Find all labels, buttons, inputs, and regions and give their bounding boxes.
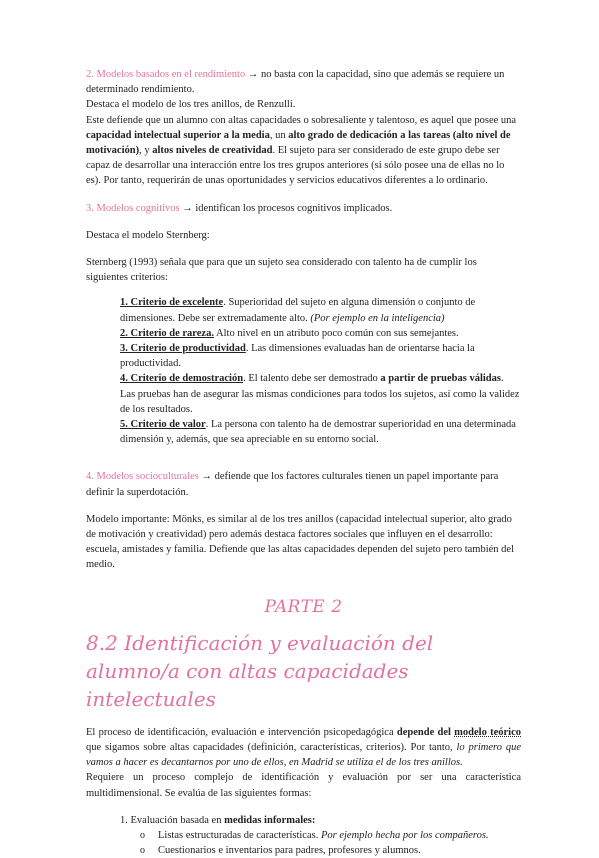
section-2 [86,67,521,97]
renzulli-paragraph [86,113,521,189]
criterion-text: . Las dimensiones evaluadas han de orientarse hacia la productividad. [120,343,475,370]
criterion-4 [120,371,521,417]
criterion-title: 5. Criterio de valor [120,419,206,431]
criterion-title: 2. Criterio de rareza. [120,327,214,339]
sternberg-intro: Destaca el modelo Sternberg: [86,229,210,241]
monks-paragraph: Modelo importante: Mönks, es similar al de los tres anillos (capacidad intelectual superior, alto grado de motivación y creatividad) pero además destaca factores sociales que influyen en el desarrollo: escuela, amistades y familia. Defiende que las altas capacidades dependen del sujeto pero también del medio. [86,513,514,571]
criterion-text: . Superioridad del sujeto en alguna dimensión o conjunto de dimensiones. Debe ser extremadamente alto. [120,297,476,324]
text-run: . El sujeto para ser considerado de este grupo debe ser capaz de desarrollar una interacción entre los tres grupos anteriores (si sólo posee una de ellas no lo es). Por tanto, requerirán de unas oportunidades y servicios educativos diferentes a lo ordinario. [86,145,505,187]
part-title: PARTE 2 [264,596,343,617]
identification-paragraph [86,725,521,771]
sub-list [140,828,521,858]
arrow-icon: → [201,471,212,483]
criterion-title: 4. Criterio de demostración [120,373,244,385]
text-run: que sigamos sobre altas capacidades (definición, características, criterios). Por tanto, [86,741,457,753]
section-3 [86,201,521,216]
bold-run: depende del [396,726,455,738]
criterion-example: (Por ejemplo en la inteligencia) [310,312,445,324]
sub-item [140,828,521,843]
text-run: , un [269,129,289,141]
criterion-2 [120,326,521,341]
section-4-heading: 4. Modelos socioculturales [86,471,199,483]
criterion-3 [120,341,521,371]
section-2-heading: 2. Modelos basados en el rendimiento [86,69,246,80]
sub-item-text: Cuestionarios e inventarios para padres, profesores y alumnos. [158,844,421,856]
item-bold: medidas informales: [224,814,316,826]
criterion-text: Alto nivel en un atributo poco común con sus semejantes. [213,327,459,339]
bold-run: alto grado de dedicación a las tareas (alto nivel de motivación) [86,129,511,157]
bullet-icon: o [140,829,145,841]
evaluation-item-1 [120,813,521,828]
criterion-bold: a partir de pruebas válidas [380,373,501,385]
criterion-text: . La persona con talento ha de demostrar superioridad en una determinada dimensión y, además, que sea apreciable en su entorno social. [120,419,516,446]
criteria-list [120,295,521,447]
text-run: Este defiende que un alumno con altas capacidades o sobresaliente y talentoso, es aquel que posee una [86,114,517,126]
text-run: El proceso de identificación, evaluación e intervención psicopedagógica [86,726,397,738]
criterion-5 [120,417,521,447]
criterion-1 [120,295,521,325]
bold-run: capacidad intelectual superior a la media [86,129,270,141]
arrow-icon: → [182,202,193,214]
sub-item [140,843,521,858]
sub-item-text: Listas estructuradas de características. [158,829,321,841]
criterion-title: 1. Criterio de excelente [120,297,224,309]
item-text: 1. Evaluación basada en [120,814,225,826]
sternberg-paragraph: Sternberg (1993) señala que para que un sujeto sea considerado con talento ha de cumplir los siguientes criterios: [86,257,477,284]
bold-run: altos niveles de creatividad [152,145,273,157]
arrow-icon: → [247,69,259,80]
section-2-text: no basta con la capacidad, sino que además se requiere un determinado rendimiento. [86,69,505,96]
bullet-icon: o [140,844,145,856]
evaluation-list [120,813,521,858]
section-3-text: identifican los procesos cognitivos implicados. [195,202,393,214]
criterion-text: . Las pruebas han de asegurar las mismas condiciones para todos los sujetos, así como la validez de los resultados. [120,373,520,415]
bold-run: modelo teórico [454,726,521,738]
process-paragraph: Requiere un proceso complejo de identificación y evaluación por ser una característica multidimensional. Se evalúa de las siguientes formas: [86,772,521,799]
section-4 [86,469,521,499]
section-heading: 8.2 Identificación y evaluación del alumno/a con altas capacidades intelectuales [86,630,434,711]
renzulli-line: Destaca el modelo de los tres anillos, de Renzulli. [86,99,296,111]
text-run: , y [139,145,153,157]
section-4-text: defiende que los factores culturales tienen un papel importante para definir la superdotación. [86,471,499,498]
criterion-title: 3. Criterio de productividad [120,343,246,355]
section-3-heading: 3. Modelos cognitivos [86,202,180,214]
sub-item-example: Por ejemplo hecha por los compañeros. [320,829,489,841]
criterion-text: . El talento debe ser demostrado [243,373,381,385]
italic-run: lo primero que vamos a hacer es decantarnos por uno de ellos, en Madrid se utiliza el de los tres anillos. [86,741,521,769]
